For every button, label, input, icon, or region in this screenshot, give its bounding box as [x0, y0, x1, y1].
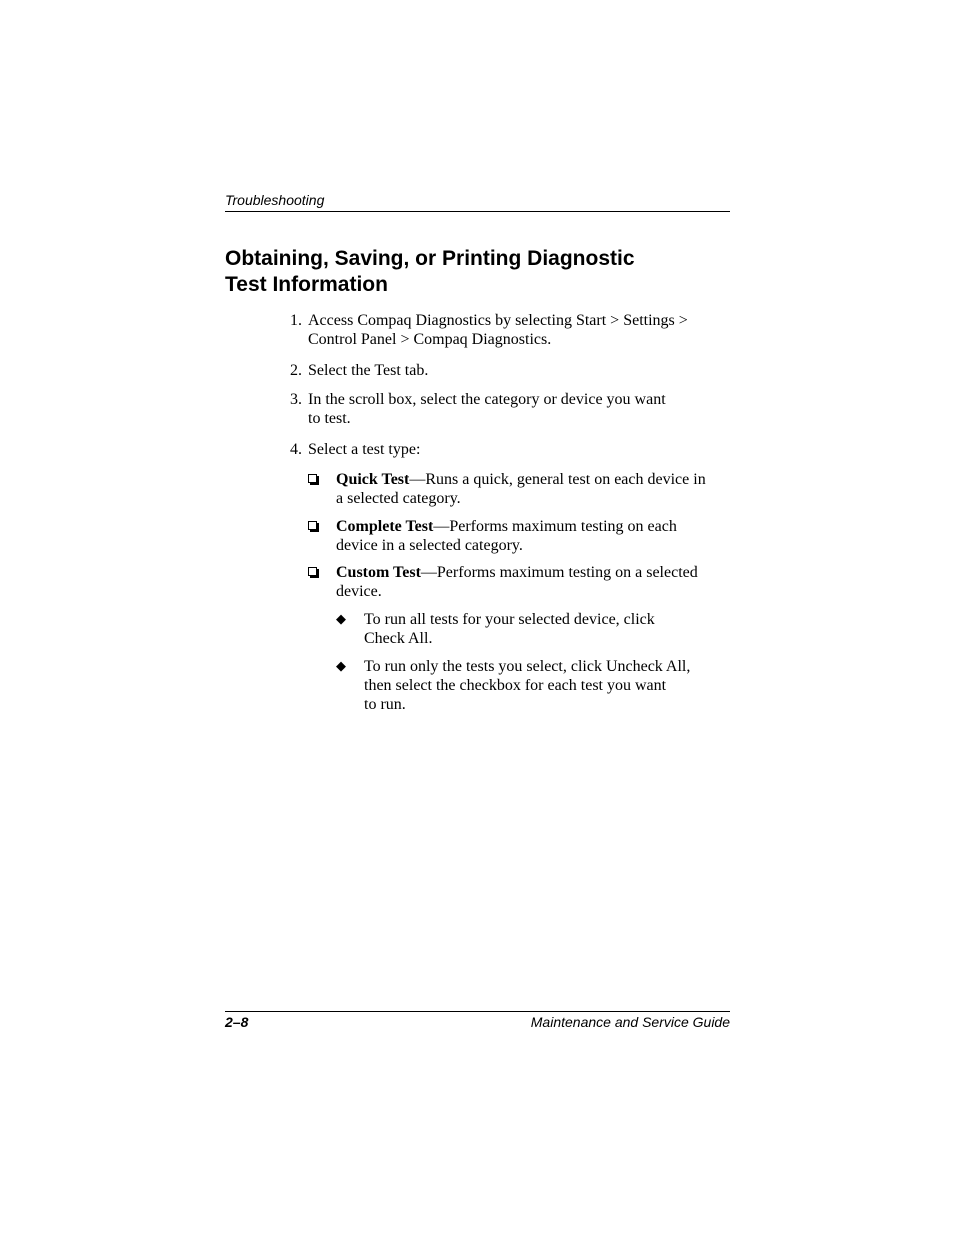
step-number: 2. — [290, 362, 302, 379]
checkbox-bullet-icon — [308, 474, 317, 483]
bullet-text-line-1: To run all tests for your selected device, click — [364, 611, 655, 628]
guide-title: Maintenance and Service Guide — [530, 1014, 730, 1030]
test-type-name: Quick Test — [336, 471, 410, 488]
bullet-text-line-1: To run only the tests you select, click Uncheck All, — [364, 658, 691, 675]
step-3 — [290, 390, 730, 428]
bullet-text-line-2: Check All. — [364, 630, 433, 647]
test-type-desc-line-1: —Runs a quick, general test on each device in — [409, 471, 706, 488]
step-2 — [290, 361, 730, 380]
diamond-bullet-icon: ◆ — [336, 612, 346, 627]
diamond-bullet-icon: ◆ — [336, 659, 346, 674]
checkbox-bullet-icon — [308, 521, 317, 530]
test-type-desc-line-1: —Performs maximum testing on each — [433, 518, 677, 535]
test-type-name: Custom Test — [336, 564, 421, 581]
test-type-desc-line-1: —Performs maximum testing on a selected — [420, 564, 698, 581]
checkbox-bullet-icon — [308, 567, 317, 576]
header-rule — [225, 211, 730, 212]
step-number: 1. — [290, 312, 302, 329]
section-title — [225, 246, 730, 298]
test-type-desc-line-2: device. — [336, 583, 382, 600]
test-type-custom — [308, 563, 730, 601]
test-type-quick — [308, 470, 730, 508]
step-text-line-1: Select the Test tab. — [308, 362, 429, 379]
bullet-text-line-3: to run. — [364, 696, 406, 713]
bullet-text-line-2: then select the checkbox for each test you want — [364, 677, 667, 694]
custom-option-uncheck-all — [336, 657, 730, 714]
step-text-line-1: Select a test type: — [308, 441, 421, 458]
test-type-desc-line-2: device in a selected category. — [336, 537, 523, 554]
title-line-2: Test Information — [225, 273, 388, 296]
footer-rule — [225, 1011, 730, 1012]
step-1 — [290, 311, 730, 349]
running-header: Troubleshooting — [225, 192, 325, 208]
test-type-complete — [308, 517, 730, 555]
step-number: 3. — [290, 391, 302, 408]
test-type-name: Complete Test — [336, 518, 434, 535]
page-number: 2–8 — [225, 1014, 249, 1030]
test-type-desc-line-2: a selected category. — [336, 490, 461, 507]
step-text-line-1: In the scroll box, select the category or device you want — [308, 391, 666, 408]
step-text-line-2: Control Panel > Compaq Diagnostics. — [308, 331, 552, 348]
step-text-line-2: to test. — [308, 410, 351, 427]
step-number: 4. — [290, 441, 302, 458]
custom-option-check-all — [336, 610, 730, 648]
title-line-1: Obtaining, Saving, or Printing Diagnostic — [225, 247, 635, 270]
step-text-line-1: Access Compaq Diagnostics by selecting Start > Settings > — [308, 312, 688, 329]
step-4 — [290, 440, 730, 459]
